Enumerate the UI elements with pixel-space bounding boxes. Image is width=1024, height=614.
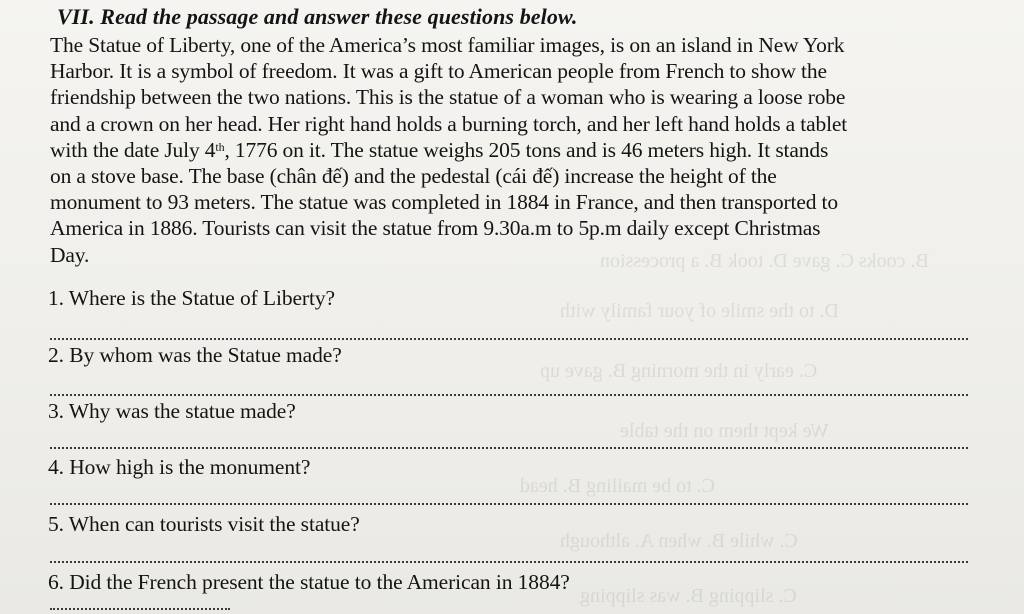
question-4: 4. How high is the monument? — [48, 455, 311, 479]
passage-line: The Statue of Liberty, one of the America’s most familiar images, is on an island in New York — [50, 33, 845, 57]
passage-line: on a stove base. The base (chân đế) and the pedestal (cái đế) increase the height of the — [50, 163, 777, 188]
answer-line-6[interactable] — [50, 608, 230, 610]
question-1: 1. Where is the Statue of Liberty? — [48, 286, 335, 310]
passage-line: Harbor. It is a symbol of freedom. It was a gift to American people from French to show the — [50, 59, 827, 84]
question-6: 6. Did the French present the statue to the American in 1884? — [48, 570, 570, 594]
answer-line-1[interactable] — [50, 338, 968, 340]
passage-line — [50, 137, 970, 163]
passage-line: and a crown on her head. Her right hand holds a burning torch, and her left hand holds a tablet — [50, 111, 848, 136]
passage-text: , 1776 on it. The statue weighs 205 tons and is 46 meters high. It stands — [224, 137, 829, 162]
answer-line-4[interactable] — [50, 503, 968, 505]
question-3: 3. Why was the statue made? — [48, 399, 296, 423]
ordinal-superscript: th — [215, 139, 225, 154]
answer-line-3[interactable] — [50, 447, 968, 449]
passage-line: monument to 93 meters. The statue was completed in 1884 in France, and then transported to — [50, 190, 838, 215]
worksheet-page: B. cooks C. gave D. took B. a procession D. to the smile of your family with C. early in the morning B. gave up We kept them on the table C. to be mailing B. head C. while B. when A. although C. slipping B. was slipping VII. Read the passage and answer these questions below. The Statue of Liberty, one of the America’s most familiar images, is on an island in New York Harbor. It is a symbol of freedom. It was a gift to American people from French to show the friendship between the two nations. This is the statue of a woman who is wearing a loose robe and a crown on her head. Her right hand holds a burning torch, and her left hand holds a tablet with the date July 4th, 1776 on it. The statue weighs 205 tons and is 46 meters high. It stands on a stove base. The base (chân đế) and the pedestal (cái đế) increase the height of the monument to 93 meters. The statue was completed in 1884 in France, and then transported to America in 1886. Tourists can visit the statue from 9.30a.m to 5p.m daily except Christmas Day. 1. Where is the Statue of Liberty? 2. By whom was the Statue made? 3. Why was the statue made? 4. How high is the monument? 5. When can tourists visit the statue? 6. Did the French present the statue to the American in 1884? — [0, 0, 1024, 614]
passage-line: Day. — [50, 242, 90, 267]
answer-line-5[interactable] — [50, 561, 968, 563]
passage-line: friendship between the two nations. This is the statue of a woman who is wearing a loose robe — [50, 85, 846, 110]
exercise-heading: VII. Read the passage and answer these questions below. — [57, 4, 578, 29]
question-5: 5. When can tourists visit the statue? — [48, 512, 360, 536]
question-2: 2. By whom was the Statue made? — [48, 343, 342, 367]
passage-text: with the date July 4 — [50, 137, 216, 162]
passage-line: America in 1886. Tourists can visit the statue from 9.30a.m to 5p.m daily except Christmas — [50, 216, 821, 241]
answer-line-2[interactable] — [50, 394, 968, 396]
reading-passage — [50, 32, 970, 268]
